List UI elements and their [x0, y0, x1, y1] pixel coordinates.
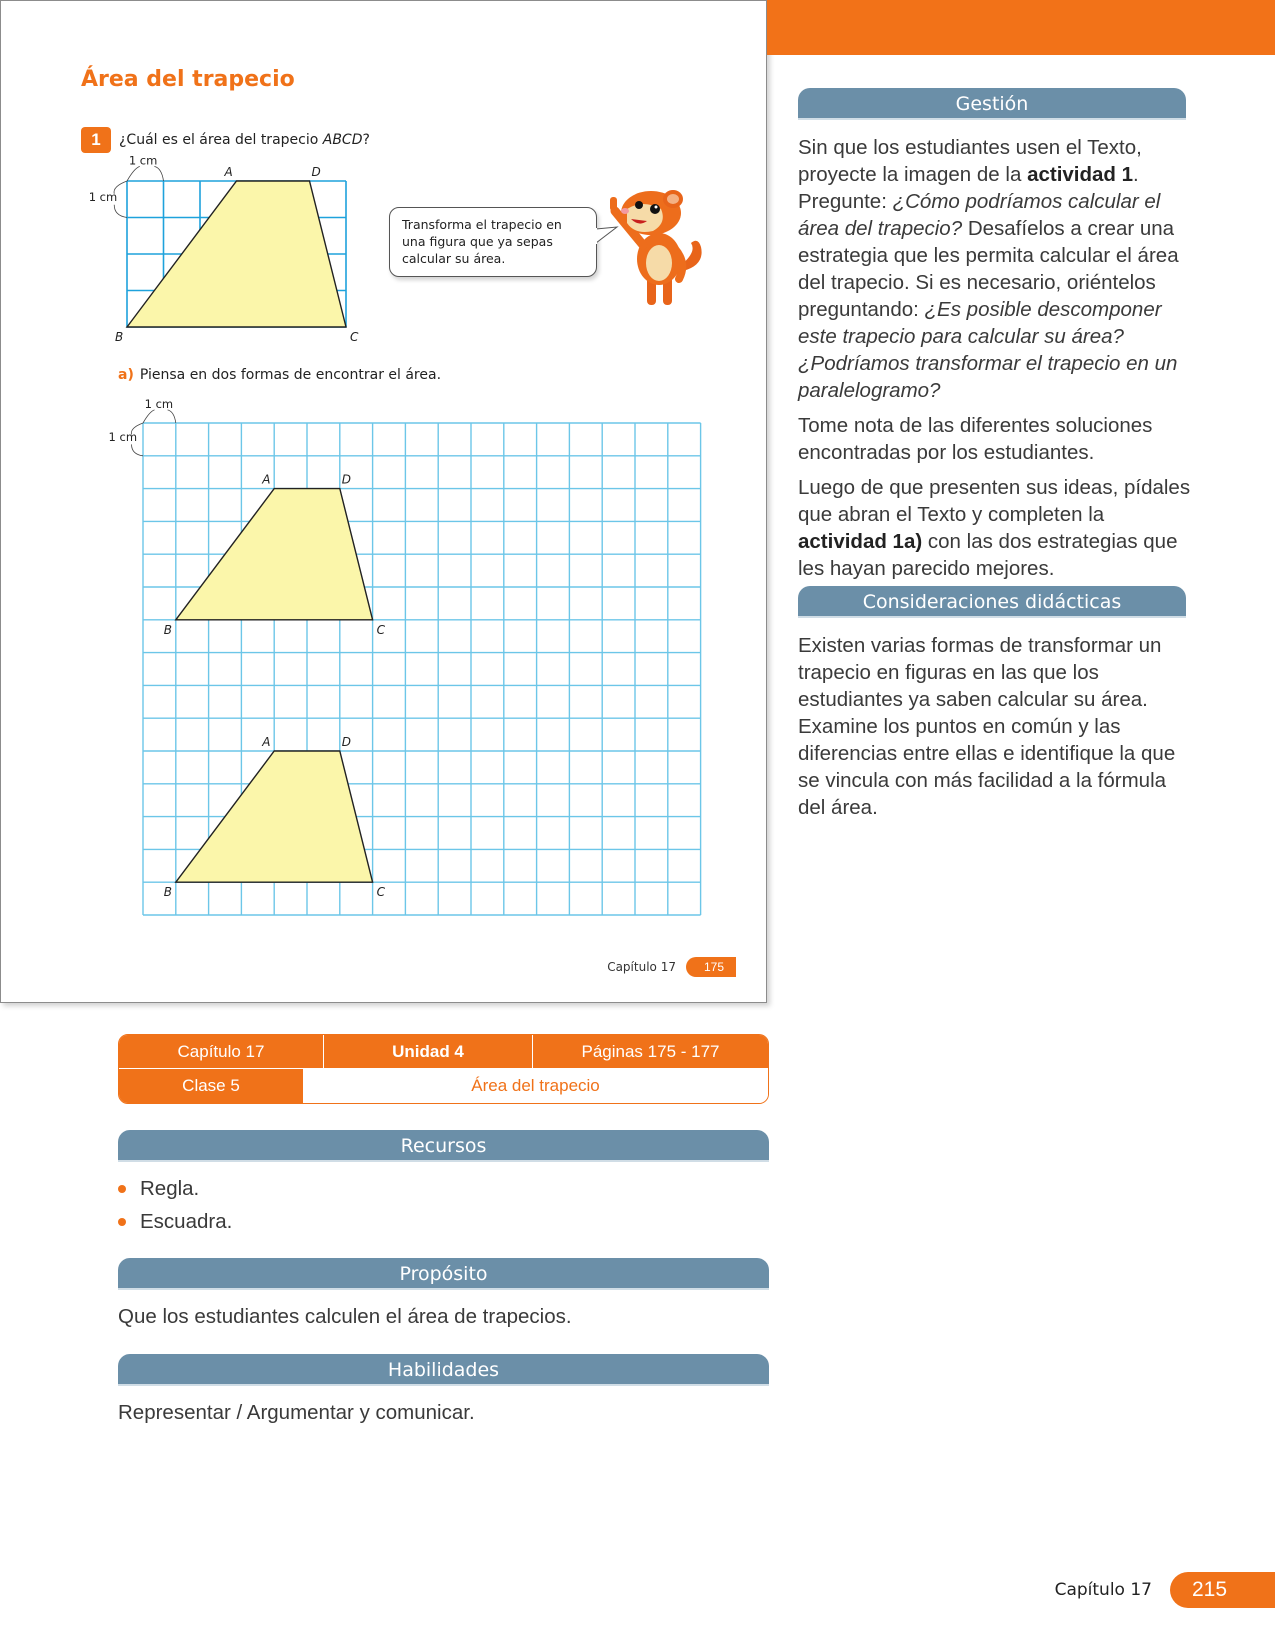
bullet-icon	[118, 1218, 126, 1226]
svg-text:D: D	[341, 735, 352, 749]
svg-text:1 cm: 1 cm	[128, 153, 158, 168]
svg-text:1 cm: 1 cm	[108, 430, 138, 445]
recursos-list	[118, 1172, 232, 1238]
gestion-paragraph-3: Luego de que presenten sus ideas, pídales que abran el Texto y completen la actividad 1a) con las dos estrategias que les hayan parecido mejores.	[798, 476, 1191, 580]
info-row-1	[119, 1035, 768, 1069]
speech-bubble: Transforma el trapecio en una figura que ya sepas calcular su área.	[389, 207, 597, 277]
svg-text:B: B	[163, 622, 173, 637]
svg-text:A: A	[224, 165, 233, 179]
proposito-header: Propósito	[118, 1258, 769, 1290]
footer-chapter: Capítulo 17	[1054, 1580, 1152, 1600]
info-unit: Unidad 4	[324, 1035, 533, 1068]
svg-text:A: A	[262, 472, 271, 487]
student-page-image	[0, 0, 767, 1003]
consideraciones-header: Consideraciones didácticas	[798, 586, 1186, 618]
svg-text:D: D	[341, 472, 352, 487]
svg-text:B: B	[115, 330, 124, 344]
gestion-header: Gestión	[798, 88, 1186, 120]
info-topic: Área del trapecio	[303, 1069, 768, 1103]
info-class: Clase 5	[119, 1069, 303, 1103]
top-accent-bar	[767, 0, 1275, 55]
question-1	[81, 127, 370, 153]
proposito-text: Que los estudiantes calculen el área de trapecios.	[118, 1305, 572, 1328]
gestion-paragraph-2: Tome nota de las diferentes soluciones encontradas por los estudiantes.	[798, 414, 1153, 464]
svg-text:B: B	[163, 885, 173, 900]
monkey-mascot-icon	[601, 183, 711, 308]
svg-text:A: A	[262, 735, 271, 749]
gestion-paragraph-1: Sin que los estudiantes usen el Texto, proyecte la imagen de la actividad 1. Pregunte: ¿Cómo podríamos calcular el área del trapecio? Desafíelos a crear una estrategia que les permita calcular el área del trapecio. Si es necesario, oriéntelos preguntando: ¿Es posible descomponer este trapecio para calcular su área? ¿Podríamos transformar el trapecio en un paralelogramo?	[798, 136, 1179, 402]
student-page-footer: Capítulo 17 175	[607, 957, 736, 977]
habilidades-text: Representar / Argumentar y comunicar.	[118, 1401, 475, 1424]
svg-text:D: D	[311, 165, 321, 179]
student-page-number: 175	[686, 957, 736, 977]
svg-text:C: C	[376, 885, 385, 900]
svg-text:1 cm: 1 cm	[144, 397, 174, 412]
question-text: ¿Cuál es el área del trapecio ABCD?	[119, 132, 370, 148]
large-grid-figure	[106, 396, 716, 926]
gestion-body	[798, 134, 1198, 590]
info-chapter: Capítulo 17	[119, 1035, 324, 1068]
small-trapezoid-figure	[88, 151, 361, 346]
student-page-title: Área del trapecio	[81, 67, 295, 92]
svg-text:C: C	[350, 330, 359, 344]
sub-question-a: a) Piensa en dos formas de encontrar el área.	[118, 367, 442, 383]
question-number-badge: 1	[81, 127, 111, 153]
habilidades-header: Habilidades	[118, 1354, 769, 1386]
info-pages: Páginas 175 - 177	[581, 1041, 720, 1061]
svg-text:C: C	[376, 622, 385, 637]
consideraciones-body: Existen varias formas de transformar un trapecio en figuras en las que los estudiantes ya saben calcular su área. Examine los puntos en común y las diferencias entre ellas e identifique la que se vincula con más facilidad a la fórmula del área.	[798, 634, 1176, 819]
class-info-table	[118, 1034, 769, 1104]
list-item: Escuadra.	[118, 1205, 232, 1238]
bullet-icon	[118, 1185, 126, 1193]
recursos-header: Recursos	[118, 1130, 769, 1162]
list-item: Regla.	[118, 1172, 232, 1205]
svg-text:1 cm: 1 cm	[88, 190, 118, 205]
page-number: 215	[1170, 1572, 1275, 1608]
page-footer	[1055, 1572, 1275, 1608]
info-row-2	[119, 1069, 768, 1103]
